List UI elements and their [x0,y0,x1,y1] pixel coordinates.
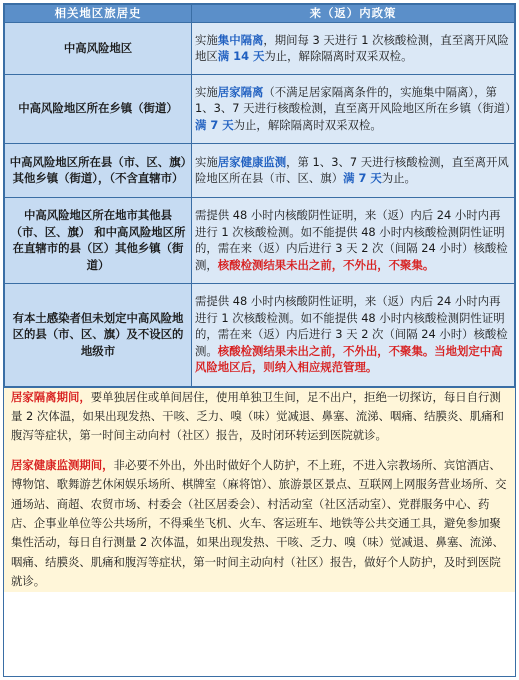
policy-text: 为止。 [381,171,416,186]
home-isolation-text: 要单独居住或单间居住，使用单独卫生间，足不出户，拒绝一切探访，每日自行测量 2 次体温，如果出现发热、干咳、乏力、嗅（味）觉减退、鼻塞、流涕、咽痛、结膜炎、肌痛和腹泻等症状，第一时间主动向村（社区）报告，及时闭环转运到医院就诊。 [11,389,504,443]
policy-warning: 核酸检测结果未出之前，不外出，不聚集。 [217,257,435,272]
policy-highlight: 居家隔离 [217,84,264,99]
health-monitor-label: 居家健康监测期间， [11,457,114,472]
policy-cell [192,22,515,74]
home-isolation-label: 居家隔离期间， [11,389,91,404]
notes-section [4,387,515,592]
area-cell: 中高风险地区 [5,22,192,74]
policy-text: 为止，解除隔离时双采双检。 [233,117,382,132]
policy-highlight: 满 7 天 [195,117,234,132]
table-header-row [5,5,515,23]
policy-cell [192,283,515,386]
policy-highlight: 满 7 天 [343,171,382,186]
table-row [5,197,515,283]
area-cell: 有本土感染者但未划定中高风险地区的县（市、区、旗）及不设区的地级市 [5,283,192,386]
policy-text: 实施 [195,32,218,47]
policy-cell [192,143,515,197]
policy-warning: 核酸检测结果未出之前，不外出，不聚集。当地划定中高风险地区后，则纳入相应规范管理。 [195,343,503,375]
table-row [5,22,515,74]
table-row [5,283,515,386]
area-cell: 中高风险地区所在乡镇（街道） [5,74,192,143]
header-area: 相关地区旅居史 [5,5,192,23]
policy-cell [192,197,515,283]
policy-highlight: 满 14 天 [217,49,265,64]
policy-text: ，期间每 3 天进行 1 次核酸检测，直至离开风险地区 [195,32,509,64]
policy-text: 实施 [195,154,218,169]
area-cell: 中高风险地区所在地市其他县（市、区、旗） 和中高风险地区所在直辖市的县（区）其他乡镇（街道） [5,197,192,283]
policy-text: （不满足居家隔离条件的，实施集中隔离），第 1、3、7 天进行核酸检测，直至离开风险地区所在乡镇（街道） [195,84,517,116]
policy-highlight: 集中隔离 [217,32,264,47]
policy-text: 需提供 48 小时内核酸阴性证明，来（返）内后 24 小时内再进行 1 次核酸检测。如不能提供 48 小时内核酸检测阴性证明的，需在来（返）内后进行 3 天 2 次（间隔 24 小时）核酸检测， [195,207,508,272]
table-row [5,143,515,197]
policy-highlight: 居家健康监测 [217,154,287,169]
area-cell: 中高风险地区所在县（市、区、旗）其他乡镇（街道），（不含直辖市） [5,143,192,197]
table-row [5,74,515,143]
policy-text: 需提供 48 小时内核酸阴性证明，来（返）内后 24 小时内再进行 1 次核酸检测。如不能提供 48 小时内核酸检测阴性证明的，需在来（返）内后进行 3 天 2 次（间隔 24 小时）核酸检测。 [195,294,508,358]
policy-text: 为止，解除隔离时双采双检。 [264,49,413,64]
policy-table [4,4,515,387]
health-monitor-text: 非必要不外出，外出时做好个人防护，不上班，不进入宗教场所、宾馆酒店、博物馆、歌舞游艺休闲娱乐场所、棋牌室（麻将馆）、旅游景区景点、互联网上网服务营业场所、交通场站、商超、农贸市场、村委会（社区居委会）、村活动室（社区活动室）、党群服务中心、药店、企事业单位等公共场所，不得乘坐飞机、火车、客运班车、地铁等公共交通工具，避免参加聚集性活动，每日自行测量 2 次体温，如果出现发热、干咳、乏力、嗅（味）觉减退、鼻塞、流涕、咽痛、结膜炎、肌痛和腹泻等症状，第一时间主动向村（社区）报告，做好个人防护，及时到医院就诊。 [11,457,507,589]
policy-text: ，第 1、3、7 天进行核酸检测，直至离开风险地区所在县（市、区、旗） [195,154,509,186]
health-monitor-note [11,456,509,592]
policy-cell [192,74,515,143]
policy-text: 实施 [195,84,218,99]
home-isolation-note [11,388,509,446]
policy-document [3,3,516,677]
header-policy: 来（返）内政策 [192,5,515,23]
